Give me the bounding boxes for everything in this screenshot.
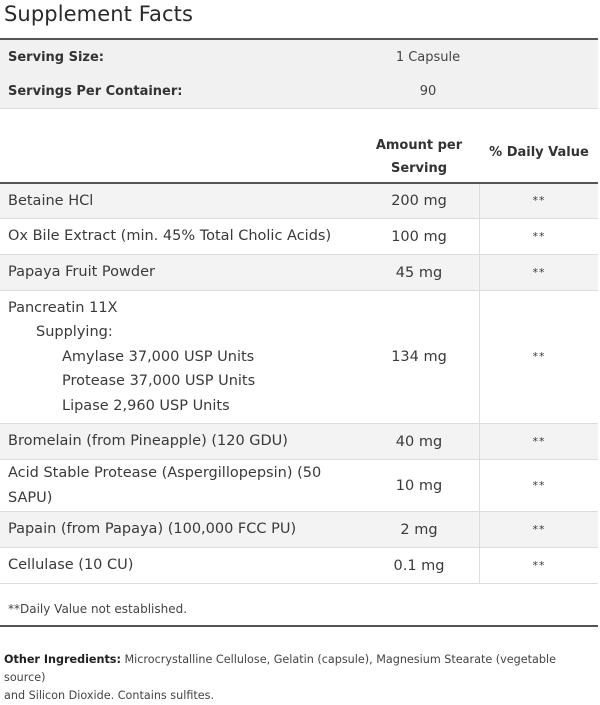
ingredient-daily-value: **	[532, 265, 546, 279]
ingredient-name-line: Protease 37,000 USP Units	[62, 373, 256, 390]
ingredient-name	[8, 429, 348, 454]
ingredient-name-line: Bromelain (from Pineapple) (120 GDU)	[8, 433, 288, 450]
ingredient-daily-value: **	[532, 350, 546, 363]
ingredient-name	[8, 517, 348, 542]
table-row	[0, 219, 598, 255]
ingredient-amount: 100 mg	[391, 228, 447, 245]
table-row	[0, 512, 598, 548]
table-row	[0, 255, 598, 291]
table-row	[0, 291, 598, 424]
ingredient-name-line: Acid Stable Protease (Aspergillopepsin) (50	[8, 465, 322, 481]
ingredient-amount: 40 mg	[395, 433, 443, 450]
ingredient-daily-value: **	[532, 522, 546, 536]
other-ingredients-label: Other Ingredients:	[4, 653, 121, 666]
ingredient-amount: 2 mg	[400, 521, 438, 538]
other-ingredients-text-2: and Silicon Dioxide. Contains sulfites.	[4, 689, 215, 702]
ingredient-amount: 10 mg	[395, 477, 443, 494]
ingredient-name-line: Pancreatin 11X	[8, 299, 118, 316]
ingredient-table	[0, 184, 598, 584]
amount-header-line2: Serving	[390, 161, 448, 176]
ingredient-amount: 134 mg	[391, 349, 447, 365]
table-row	[0, 460, 598, 512]
ingredient-name-line: Supplying:	[36, 324, 113, 341]
table-row	[0, 424, 598, 460]
ingredient-name	[8, 260, 348, 285]
ingredient-name-line: Papaya Fruit Powder	[8, 264, 155, 281]
amount-header-line1: Amount per	[375, 138, 463, 153]
ingredient-daily-value: **	[532, 434, 546, 448]
other-ingredients	[4, 651, 598, 705]
ingredient-name-line: Lipase 2,960 USP Units	[62, 397, 230, 414]
daily-value-header: % Daily Value	[489, 145, 589, 160]
ingredient-amount: 200 mg	[391, 193, 447, 209]
table-row	[0, 184, 598, 219]
ingredient-name	[8, 553, 348, 578]
ingredient-name-line: Cellulase (10 CU)	[8, 557, 134, 574]
other-ingredients-text-1: Microcrystalline Cellulose, Gelatin (capsule), Magnesium Stearate (vegetable source)	[4, 653, 556, 684]
footnote-row	[0, 595, 598, 627]
ingredient-name-line: Ox Bile Extract (min. 45% Total Cholic Acids)	[8, 228, 332, 245]
ingredient-name-line: SAPU)	[8, 489, 53, 506]
ingredient-name-line: Betaine HCl	[8, 192, 94, 209]
ingredient-amount: 45 mg	[395, 264, 443, 281]
servings-per-container-label: Servings Per Container:	[8, 83, 183, 99]
footnote-text: **Daily Value not established.	[8, 602, 188, 616]
ingredient-name	[8, 461, 348, 510]
amount-per-serving-header	[360, 134, 478, 180]
servings-per-container-row	[0, 74, 598, 109]
ingredient-amount: 0.1 mg	[393, 557, 445, 574]
page-title: Supplement Facts	[4, 2, 193, 26]
ingredient-daily-value: **	[532, 229, 546, 243]
servings-per-container-value: 90	[419, 83, 437, 99]
ingredient-name	[8, 224, 348, 249]
ingredient-daily-value: **	[532, 478, 546, 492]
table-header	[0, 130, 598, 184]
ingredient-daily-value: **	[532, 558, 546, 572]
ingredient-name	[8, 296, 348, 419]
ingredient-name-line: Papain (from Papaya) (100,000 FCC PU)	[8, 521, 297, 538]
serving-size-row	[0, 40, 598, 75]
serving-size-label: Serving Size:	[8, 49, 105, 65]
ingredient-name	[8, 189, 348, 214]
serving-size-value: 1 Capsule	[395, 49, 461, 65]
ingredient-name-line: Amylase 37,000 USP Units	[62, 348, 255, 365]
ingredient-daily-value: **	[532, 194, 546, 207]
table-row	[0, 548, 598, 584]
